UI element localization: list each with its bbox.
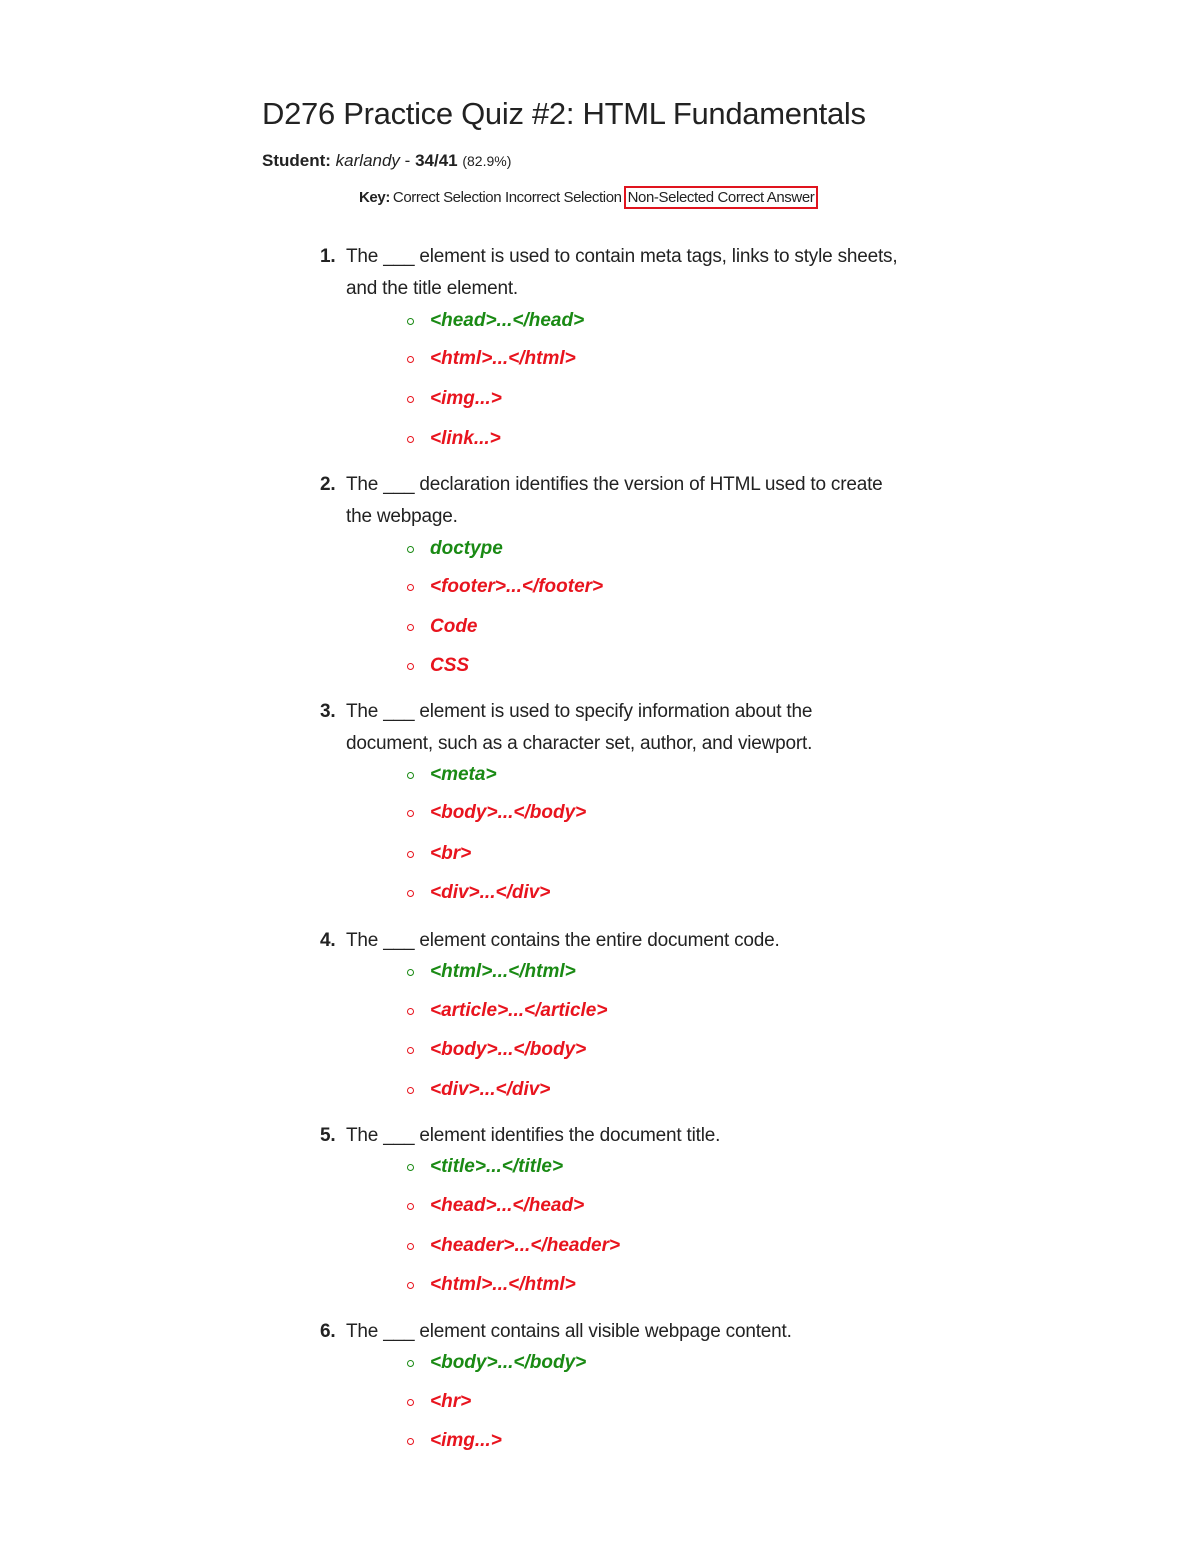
answer-text: <header>...</header> (430, 1235, 621, 1256)
answer-option (405, 1389, 471, 1415)
question-text: The ___ element contains the entire document code. (346, 930, 780, 951)
answer-text: <div>...</div> (430, 882, 551, 903)
answer-text: <meta> (430, 764, 497, 785)
answer-option (405, 880, 550, 906)
answer-option (405, 762, 497, 788)
answer-option (405, 308, 584, 334)
key-label: Key: (359, 188, 390, 206)
answer-option (405, 346, 576, 372)
answer-option (405, 614, 478, 640)
circle-bullet-icon (407, 663, 414, 670)
circle-bullet-icon (407, 851, 414, 858)
answer-text: <title>...</title> (430, 1156, 564, 1177)
circle-bullet-icon (407, 546, 414, 553)
circle-bullet-icon (407, 810, 414, 817)
question-number: 6. (320, 1321, 336, 1342)
answer-text: <article>...</article> (430, 1000, 608, 1021)
score-value: 34/41 (415, 151, 458, 170)
answer-text: <html>...</html> (430, 348, 576, 369)
question-1 (320, 241, 900, 305)
answer-option (405, 841, 471, 867)
answer-text: <hr> (430, 1391, 472, 1412)
question-text: The ___ element is used to contain meta tags, links to style sheets, and the title element. (346, 246, 898, 299)
circle-bullet-icon (407, 1243, 414, 1250)
answer-option (405, 536, 503, 562)
question-6 (320, 1316, 900, 1348)
answer-text: <body>...</body> (430, 1352, 587, 1373)
page-title: D276 Practice Quiz #2: HTML Fundamentals (262, 96, 866, 131)
answer-key-legend (359, 184, 818, 210)
circle-bullet-icon (407, 1087, 414, 1094)
answer-option (405, 1154, 563, 1180)
answer-text: <footer>...</footer> (430, 576, 604, 597)
answer-text: <img...> (430, 388, 502, 409)
question-number: 1. (320, 246, 336, 267)
circle-bullet-icon (407, 1399, 414, 1406)
circle-bullet-icon (407, 318, 414, 325)
question-text: The ___ element is used to specify information about the document, such as a character set, author, and viewport. (346, 701, 813, 754)
answer-option (405, 653, 469, 679)
question-number: 2. (320, 474, 336, 495)
answer-text: doctype (430, 538, 503, 559)
answer-option (405, 1077, 550, 1103)
circle-bullet-icon (407, 1360, 414, 1367)
key-non-selected-correct: Non-Selected Correct Answer (624, 186, 819, 209)
circle-bullet-icon (407, 356, 414, 363)
answer-text: CSS (430, 655, 470, 676)
circle-bullet-icon (407, 1008, 414, 1015)
circle-bullet-icon (407, 1203, 414, 1210)
score-percent: (82.9%) (462, 153, 512, 169)
answer-option (405, 386, 502, 412)
circle-bullet-icon (407, 969, 414, 976)
student-score-line (262, 151, 511, 171)
question-number: 3. (320, 701, 336, 722)
question-text: The ___ element identifies the document title. (346, 1125, 721, 1146)
score-separator: - (404, 151, 411, 170)
circle-bullet-icon (407, 396, 414, 403)
answer-option (405, 1428, 502, 1454)
question-text: The ___ element contains all visible webpage content. (346, 1321, 792, 1342)
answer-option (405, 1272, 576, 1298)
answer-text: <link...> (430, 428, 501, 449)
answer-text: Code (430, 616, 478, 637)
answer-text: <br> (430, 843, 472, 864)
question-4 (320, 925, 900, 957)
question-text: The ___ declaration identifies the version of HTML used to create the webpage. (346, 474, 883, 527)
circle-bullet-icon (407, 436, 414, 443)
answer-text: <body>...</body> (430, 802, 587, 823)
question-3 (320, 696, 900, 760)
circle-bullet-icon (407, 1047, 414, 1054)
answer-option (405, 800, 586, 826)
circle-bullet-icon (407, 772, 414, 779)
answer-option (405, 574, 603, 600)
answer-option (405, 1193, 584, 1219)
circle-bullet-icon (407, 584, 414, 591)
question-5 (320, 1120, 900, 1152)
answer-text: <head>...</head> (430, 1195, 585, 1216)
answer-option (405, 959, 576, 985)
circle-bullet-icon (407, 1282, 414, 1289)
question-number: 5. (320, 1125, 336, 1146)
student-name: karlandy (335, 151, 400, 170)
answer-text: <body>...</body> (430, 1039, 587, 1060)
question-2 (320, 469, 900, 533)
circle-bullet-icon (407, 1438, 414, 1445)
student-label: Student: (262, 151, 331, 170)
answer-text: <html>...</html> (430, 961, 576, 982)
answer-option (405, 426, 501, 452)
circle-bullet-icon (407, 1164, 414, 1171)
answer-option (405, 1233, 620, 1259)
answer-option (405, 1350, 586, 1376)
answer-text: <html>...</html> (430, 1274, 576, 1295)
question-number: 4. (320, 930, 336, 951)
answer-text: <img...> (430, 1430, 502, 1451)
answer-option (405, 1037, 586, 1063)
circle-bullet-icon (407, 890, 414, 897)
key-incorrect-selection: Incorrect Selection (504, 188, 622, 206)
answer-option (405, 998, 607, 1024)
answer-text: <head>...</head> (430, 310, 585, 331)
key-correct-selection: Correct Selection (392, 188, 502, 206)
answer-text: <div>...</div> (430, 1079, 551, 1100)
circle-bullet-icon (407, 624, 414, 631)
